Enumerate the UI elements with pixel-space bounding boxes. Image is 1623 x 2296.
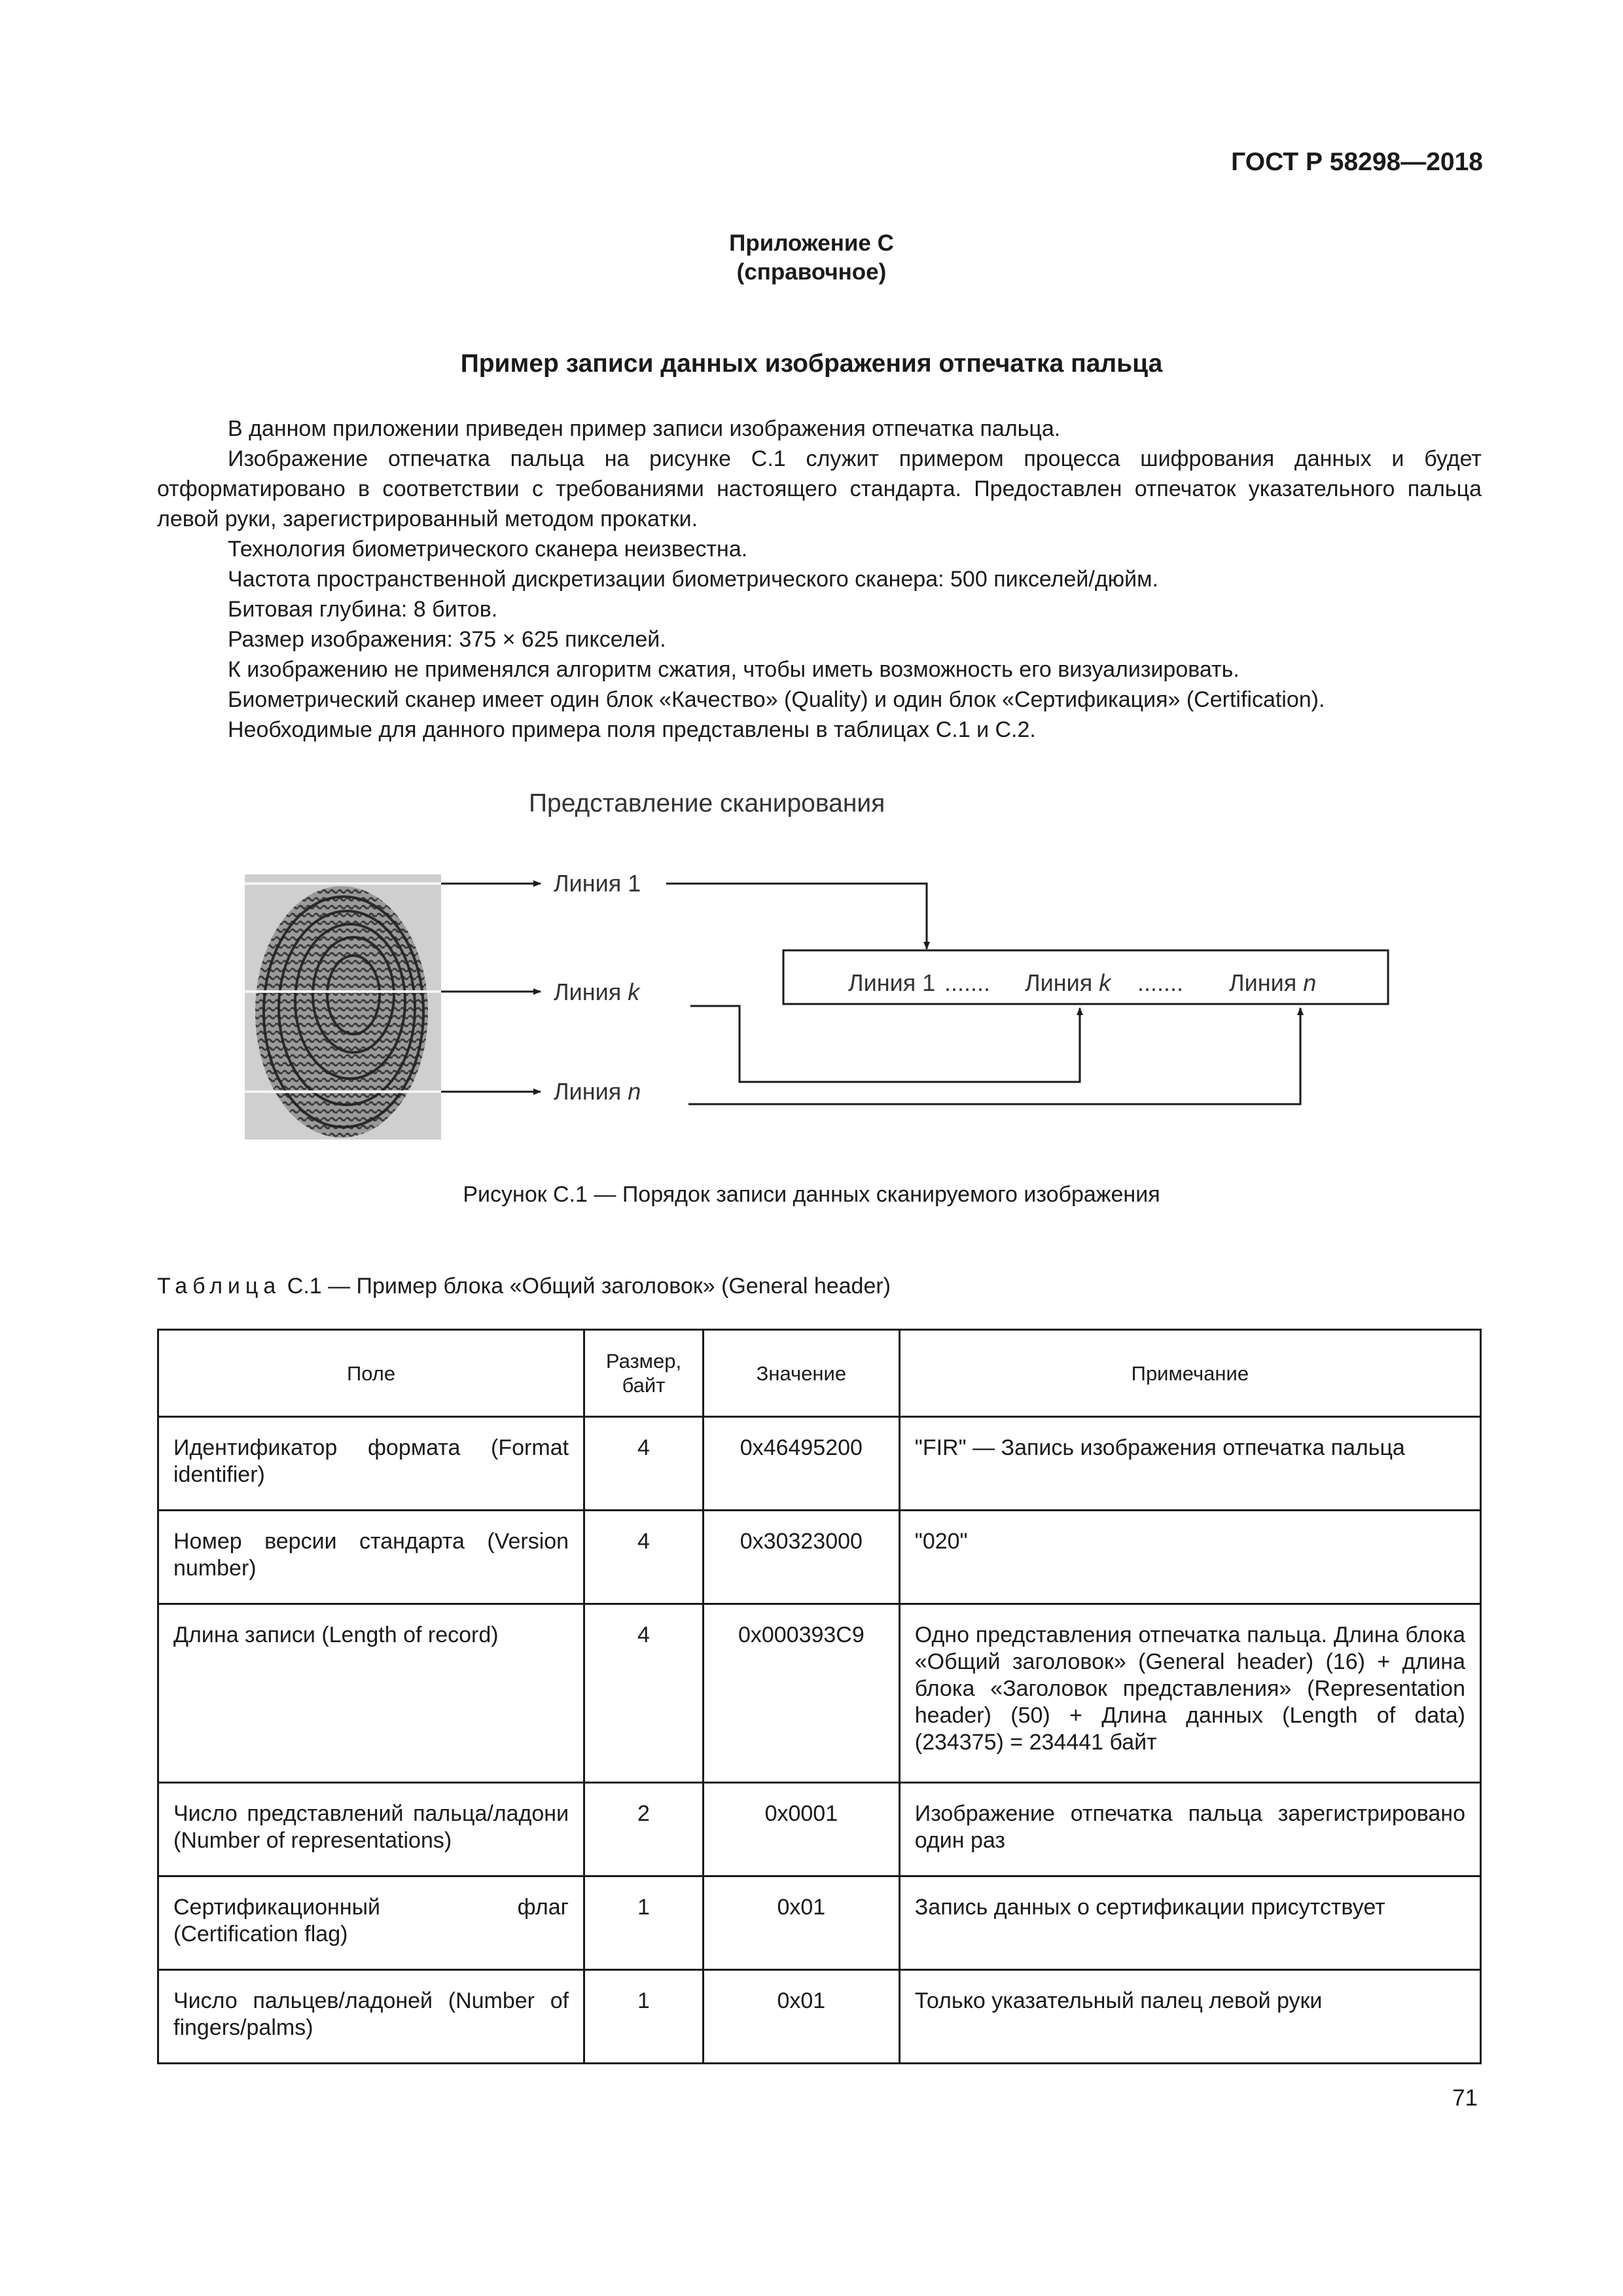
box-dots-1: ....... — [944, 969, 991, 996]
cell-size: 2 — [584, 1783, 704, 1876]
cell-note: "020" — [899, 1511, 1480, 1604]
table-row — [158, 1604, 1481, 1783]
table-row — [158, 1876, 1481, 1970]
box-dots-2: ....... — [1137, 969, 1184, 996]
cell-value: 0x01 — [703, 1970, 899, 2064]
annex-kind: (справочное) — [736, 259, 887, 285]
cell-value: 0x30323000 — [703, 1511, 899, 1604]
col-header-note: Примечание — [899, 1330, 1480, 1417]
cell-value: 0x46495200 — [703, 1417, 899, 1511]
label-line-k: Линия k — [554, 978, 640, 1005]
cell-note: Изображение отпечатка пальца зарегистрировано один раз — [899, 1783, 1480, 1876]
table-caption — [157, 1274, 891, 1299]
cell-field: Сертификационный флаг (Certification flag) — [158, 1876, 584, 1970]
table-row — [158, 1783, 1481, 1876]
paragraph: К изображению не применялся алгоритм сжатия, чтобы иметь возможность его визуализировать. — [228, 657, 1240, 682]
box-line-n: Линия n — [1229, 969, 1317, 996]
label-line-1: Линия 1 — [554, 870, 641, 897]
connector-line-1 — [666, 884, 927, 949]
cell-size: 4 — [584, 1417, 704, 1511]
cell-field: Номер версии стандарта (Version number) — [158, 1511, 584, 1604]
cell-note: Запись данных о сертификации присутствует — [899, 1876, 1480, 1970]
col-header-field: Поле — [158, 1330, 584, 1417]
cell-value: 0x0001 — [703, 1783, 899, 1876]
paragraph: Технология биометрического сканера неизвестна. — [228, 537, 748, 562]
figure-caption: Рисунок С.1 — Порядок записи данных сканируемого изображения — [463, 1182, 1160, 1207]
paragraph: Биометрический сканер имеет один блок «Качество» (Quality) и один блок «Сертификация» (Certification). — [228, 687, 1325, 712]
box-line-k: Линия k — [1025, 969, 1111, 996]
general-header-table — [157, 1329, 1482, 2064]
table-row — [158, 1970, 1481, 2064]
table-row — [158, 1417, 1481, 1511]
paragraph: Битовая глубина: 8 битов. — [228, 597, 498, 622]
col-header-size: Размер, байт — [584, 1330, 704, 1417]
annex-title: Приложение С — [729, 230, 894, 256]
page-number: 71 — [1452, 2085, 1478, 2111]
paragraph: Размер изображения: 375 × 625 пикселей. — [228, 627, 666, 652]
cell-value: 0x01 — [703, 1876, 899, 1970]
connector-line-k — [690, 1006, 1080, 1082]
cell-field: Идентификатор формата (Format identifier) — [158, 1417, 584, 1511]
cell-note: Одно представления отпечатка пальца. Длина блока «Общий заголовок» (General header) (16) + длина блока «Заголовок представления» (Representation header) (50) + Длина данных (Length of data) (234375) = 234441 байт — [899, 1604, 1480, 1783]
box-line-1: Линия 1 — [848, 969, 936, 996]
paragraph: Изображение отпечатка пальца на рисунке С.1 служит примером процесса шифрования данных и будет отформатировано в соответствии с требованиями настоящего стандарта. Предоставлен отпечаток указательного пальца левой руки, зарегистрированный методом прокатки. — [157, 446, 1482, 531]
table-caption-text: С.1 — Пример блока «Общий заголовок» (General header) — [281, 1274, 891, 1299]
cell-size: 4 — [584, 1604, 704, 1783]
cell-size: 1 — [584, 1876, 704, 1970]
cell-size: 1 — [584, 1970, 704, 2064]
paragraph: Частота пространственной дискретизации биометрического сканера: 500 пикселей/дюйм. — [228, 567, 1158, 592]
col-header-value: Значение — [703, 1330, 899, 1417]
paragraph: Необходимые для данного примера поля представлены в таблицах С.1 и С.2. — [228, 717, 1036, 742]
label-line-n: Линия n — [554, 1078, 641, 1105]
fingerprint-image — [245, 874, 441, 1139]
cell-size: 4 — [584, 1511, 704, 1604]
standard-number: ГОСТ Р 58298—2018 — [1231, 148, 1483, 176]
cell-field: Число пальцев/ладоней (Number of fingers/palms) — [158, 1970, 584, 2064]
paragraph: В данном приложении приведен пример записи изображения отпечатка пальца. — [228, 416, 1061, 441]
table-row — [158, 1511, 1481, 1604]
cell-note: "FIR" — Запись изображения отпечатка пальца — [899, 1417, 1480, 1511]
figure-title: Представление сканирования — [529, 789, 885, 817]
section-title: Пример записи данных изображения отпечатка пальца — [460, 350, 1163, 378]
cell-value: 0x000393C9 — [703, 1604, 899, 1783]
connector-line-n — [688, 1008, 1300, 1104]
cell-note: Только указательный палец левой руки — [899, 1970, 1480, 2064]
table-caption-word: Таблица — [157, 1274, 281, 1299]
cell-field: Число представлений пальца/ладони (Number of representations) — [158, 1783, 584, 1876]
cell-field: Длина записи (Length of record) — [158, 1604, 584, 1783]
